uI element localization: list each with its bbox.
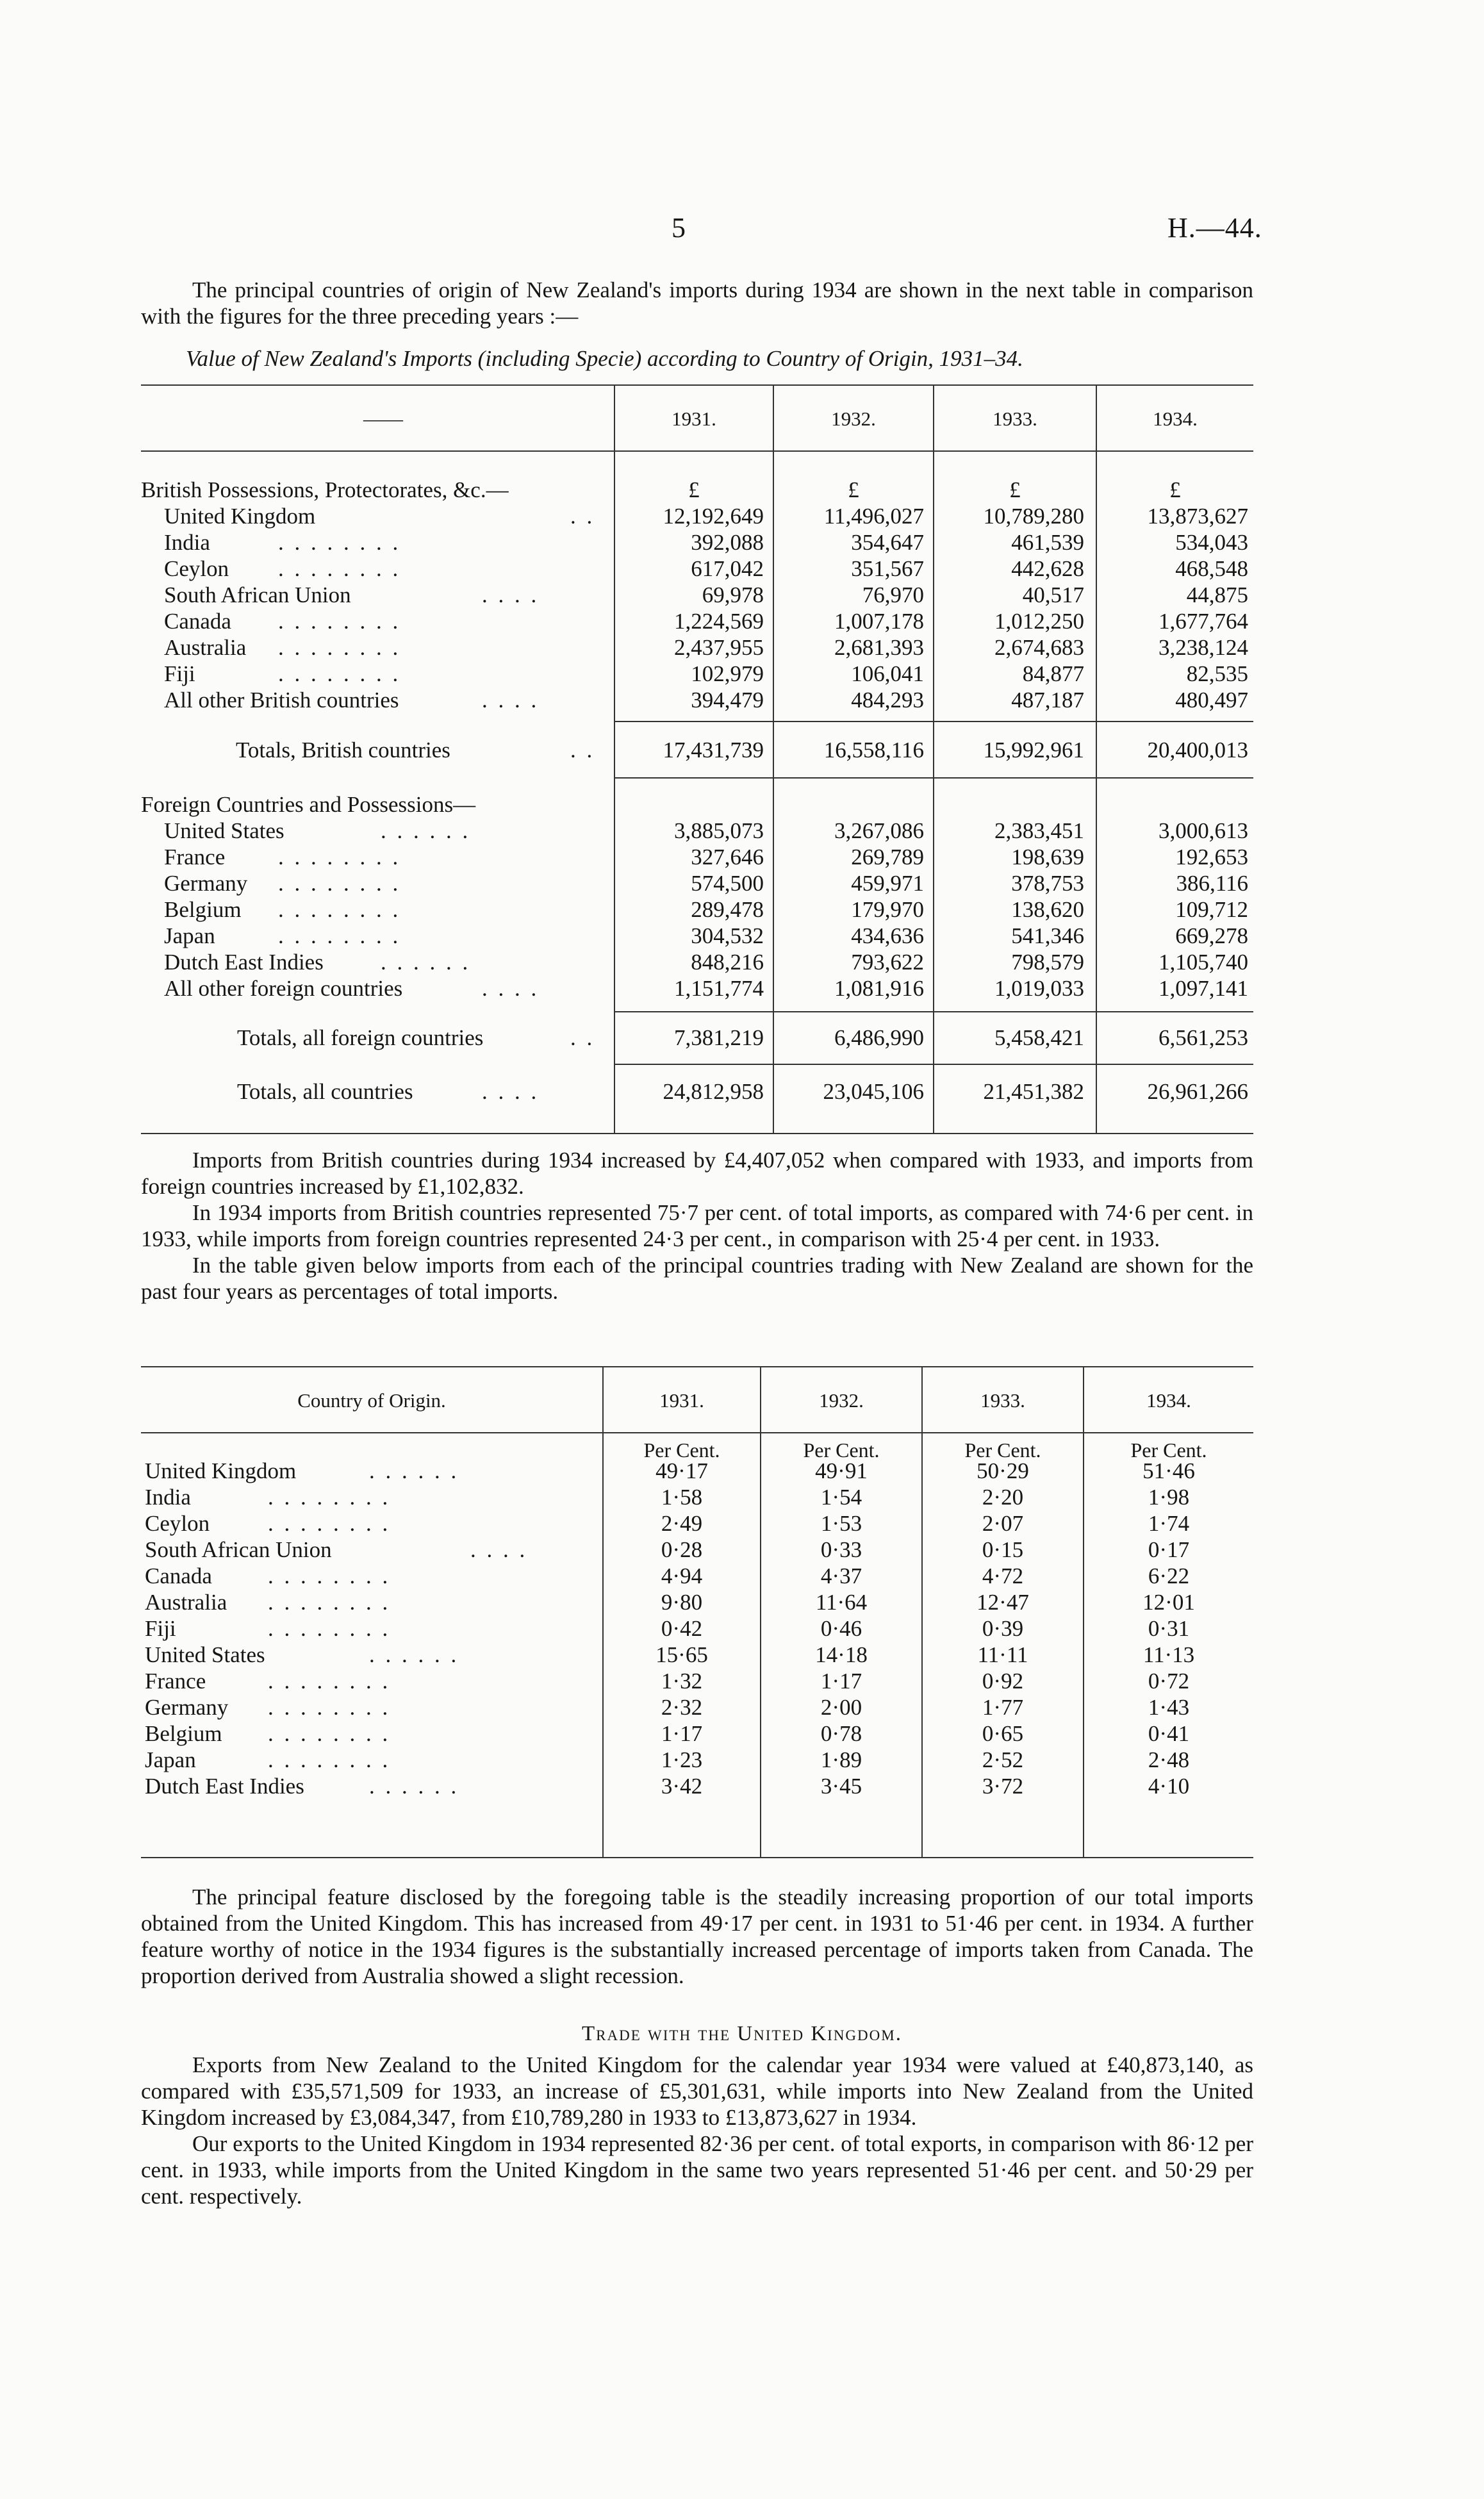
value-cell: 669,278 bbox=[1175, 923, 1248, 948]
row-label: Dutch East Indies bbox=[164, 950, 324, 975]
row-label: Germany bbox=[145, 1695, 229, 1720]
currency-unit: £ bbox=[848, 477, 859, 502]
value-cell: 351,567 bbox=[851, 556, 924, 581]
row-label: Canada bbox=[145, 1563, 212, 1588]
value-cell: 793,622 bbox=[851, 950, 924, 975]
percent-cell: 1·17 bbox=[661, 1721, 703, 1746]
value-cell: 40,517 bbox=[1022, 582, 1084, 607]
leader-dots: . . . . . . . . bbox=[268, 1747, 391, 1772]
value-cell: 354,647 bbox=[851, 530, 924, 555]
percent-cell: 49·17 bbox=[655, 1458, 708, 1483]
totals-rule bbox=[614, 1011, 1253, 1012]
foreign-section-heading: Foreign Countries and Possessions— bbox=[141, 792, 476, 817]
value-cell: 386,116 bbox=[1176, 871, 1248, 896]
table2-top-rule bbox=[141, 1366, 1253, 1367]
row-label: Belgium bbox=[145, 1721, 222, 1746]
totals-label: Totals, British countries bbox=[236, 738, 450, 763]
leader-dots: . . . . . . . . bbox=[278, 923, 401, 948]
leader-dots: . . . . bbox=[470, 1537, 528, 1562]
total-cell: 15,992,961 bbox=[983, 738, 1084, 763]
row-label: Ceylon bbox=[145, 1511, 210, 1536]
percent-cell: 51·46 bbox=[1142, 1458, 1195, 1483]
percent-cell: 0·46 bbox=[820, 1616, 862, 1641]
percent-cell: 1·74 bbox=[1148, 1511, 1190, 1536]
percent-cell: 0·41 bbox=[1148, 1721, 1190, 1746]
table1-year-header: 1932. bbox=[831, 408, 876, 430]
paragraph: In 1934 imports from British countries represented 75·7 per cent. of total imports, as compared with 74·6 per cent. in 1933, while imports from foreign countries represented 24·3 per cent., in comparison with 25·4 per cent. in 1933. bbox=[141, 1200, 1253, 1251]
table2-stub-header: Country of Origin. bbox=[297, 1389, 446, 1412]
percent-cell: 1·53 bbox=[820, 1511, 862, 1536]
percent-cell: 4·10 bbox=[1148, 1774, 1190, 1799]
percent-cell: 2·07 bbox=[982, 1511, 1024, 1536]
value-cell: 1,019,033 bbox=[994, 976, 1084, 1001]
value-cell: 1,097,141 bbox=[1158, 976, 1248, 1001]
leader-dots: . . bbox=[570, 504, 595, 529]
row-label: All other foreign countries bbox=[164, 976, 403, 1001]
percent-cell: 1·54 bbox=[820, 1485, 862, 1510]
value-cell: 461,539 bbox=[1011, 530, 1084, 555]
value-cell: 480,497 bbox=[1175, 688, 1248, 713]
uk-text bbox=[141, 2052, 1253, 2209]
value-cell: 1,224,569 bbox=[674, 609, 764, 634]
total-cell: 7,381,219 bbox=[674, 1025, 764, 1050]
row-label: Australia bbox=[145, 1590, 227, 1615]
value-cell: 198,639 bbox=[1011, 845, 1084, 870]
percent-cell: 0·17 bbox=[1148, 1537, 1190, 1562]
percent-cell: 14·18 bbox=[815, 1642, 868, 1667]
percent-cell: 0·42 bbox=[661, 1616, 703, 1641]
totals-label: Totals, all countries bbox=[237, 1079, 413, 1104]
totals-rule bbox=[614, 1064, 1253, 1065]
leader-dots: . . . . bbox=[482, 582, 540, 607]
value-cell: 1,151,774 bbox=[674, 976, 764, 1001]
value-cell: 44,875 bbox=[1186, 582, 1248, 607]
paragraph: Exports from New Zealand to the United Kingdom for the calendar year 1934 were valued at £40,873,140, as compared with £35,571,509 for 1933, an increase of £5,301,631, while imports into New Zealand from the United Kingdom increased by £3,084,347, from £10,789,280 in 1933 to £13,873,627 in 1934. bbox=[141, 2052, 1253, 2130]
percent-cell: 49·91 bbox=[815, 1458, 868, 1483]
unit-label: Per Cent. bbox=[803, 1439, 880, 1462]
leader-dots: . . . . . . bbox=[381, 950, 471, 975]
value-cell: 468,548 bbox=[1175, 556, 1248, 581]
total-cell: 24,812,958 bbox=[663, 1079, 764, 1104]
leader-dots: . . . . . . . . bbox=[268, 1511, 391, 1536]
row-label: Dutch East Indies bbox=[145, 1774, 304, 1799]
value-cell: 1,012,250 bbox=[994, 609, 1084, 634]
percent-cell: 11·11 bbox=[977, 1642, 1028, 1667]
percent-cell: 1·23 bbox=[661, 1747, 703, 1772]
leader-dots: . . . . . . . . bbox=[278, 897, 401, 922]
leader-dots: . . . . . . . . bbox=[268, 1616, 391, 1641]
row-label: Japan bbox=[145, 1747, 196, 1772]
row-label: Germany bbox=[164, 871, 248, 896]
mid-text bbox=[141, 1147, 1253, 1305]
value-cell: 541,346 bbox=[1011, 923, 1084, 948]
value-cell: 3,238,124 bbox=[1158, 635, 1248, 660]
value-cell: 269,789 bbox=[851, 845, 924, 870]
percent-cell: 11·13 bbox=[1142, 1642, 1195, 1667]
table2-bottom-rule bbox=[141, 1857, 1253, 1858]
percent-cell: 11·64 bbox=[815, 1590, 868, 1615]
value-cell: 76,970 bbox=[862, 582, 924, 607]
leader-dots: . . . . bbox=[482, 1079, 540, 1104]
unit-label: Per Cent. bbox=[1130, 1439, 1207, 1462]
leader-dots: . . . . . . . . bbox=[268, 1485, 391, 1510]
unit-label: Per Cent. bbox=[964, 1439, 1041, 1462]
table1-top-rule bbox=[141, 384, 1253, 386]
percent-cell: 1·43 bbox=[1148, 1695, 1190, 1720]
percent-cell: 0·72 bbox=[1148, 1669, 1190, 1694]
percent-cell: 1·98 bbox=[1148, 1485, 1190, 1510]
percent-cell: 0·92 bbox=[982, 1669, 1024, 1694]
row-label: Fiji bbox=[145, 1616, 176, 1641]
value-cell: 617,042 bbox=[691, 556, 764, 581]
percent-cell: 0·15 bbox=[982, 1537, 1024, 1562]
percent-cell: 2·20 bbox=[982, 1485, 1024, 1510]
row-label: Australia bbox=[164, 635, 247, 660]
row-label: India bbox=[164, 530, 210, 555]
leader-dots: . . . . . . . . bbox=[278, 635, 401, 660]
value-cell: 289,478 bbox=[691, 897, 764, 922]
leader-dots: . . . . . . . . bbox=[278, 609, 401, 634]
leader-dots: . . . . . . . . bbox=[268, 1721, 391, 1746]
value-cell: 12,192,649 bbox=[663, 504, 764, 529]
table2-year-header: 1933. bbox=[980, 1389, 1025, 1412]
row-label: United Kingdom bbox=[164, 504, 316, 529]
percent-cell: 12·47 bbox=[977, 1590, 1029, 1615]
currency-unit: £ bbox=[1009, 477, 1021, 502]
leader-dots: . . . . bbox=[482, 688, 540, 713]
leader-dots: . . . . . . . . bbox=[268, 1695, 391, 1720]
value-cell: 2,674,683 bbox=[994, 635, 1084, 660]
paragraph: Imports from British countries during 1934 increased by £4,407,052 when compared with 1933, and imports from foreign countries increased by £1,102,832. bbox=[141, 1148, 1253, 1199]
value-cell: 434,636 bbox=[851, 923, 924, 948]
row-label: United States bbox=[164, 818, 284, 843]
paragraph: Our exports to the United Kingdom in 1934 represented 82·36 per cent. of total exports, in comparison with 86·12 per cent. in 1933, while imports from the United Kingdom in the same two years represented 51·46 per cent. and 50·29 per cent. respectively. bbox=[141, 2131, 1253, 2209]
percent-cell: 1·89 bbox=[820, 1747, 862, 1772]
percent-cell: 15·65 bbox=[655, 1642, 708, 1667]
table2-header-rule bbox=[141, 1432, 1253, 1433]
total-cell: 6,561,253 bbox=[1158, 1025, 1248, 1050]
percent-cell: 0·33 bbox=[820, 1537, 862, 1562]
leader-dots: . . . . . . . . bbox=[278, 556, 401, 581]
table1-stub-header: —— bbox=[363, 408, 403, 430]
percent-cell: 6·22 bbox=[1148, 1563, 1190, 1588]
table1-year-header: 1931. bbox=[672, 408, 716, 430]
value-cell: 798,579 bbox=[1011, 950, 1084, 975]
percent-cell: 2·52 bbox=[982, 1747, 1024, 1772]
value-cell: 11,496,027 bbox=[823, 504, 924, 529]
value-cell: 69,978 bbox=[702, 582, 764, 607]
document-code: H.—44. bbox=[1167, 212, 1262, 243]
value-cell: 574,500 bbox=[691, 871, 764, 896]
percent-cell: 4·94 bbox=[661, 1563, 703, 1588]
row-label: Fiji bbox=[164, 661, 195, 686]
value-cell: 84,877 bbox=[1022, 661, 1084, 686]
paragraph: In the table given below imports from each of the principal countries trading with New Zealand are shown for the past four years as percentages of total imports. bbox=[141, 1253, 1253, 1304]
intro-paragraph: The principal countries of origin of New Zealand's imports during 1934 are shown in the next table in comparison with the figures for the three preceding years :— bbox=[141, 277, 1253, 329]
row-label: All other British countries bbox=[164, 688, 399, 713]
percent-cell: 0·39 bbox=[982, 1616, 1024, 1641]
total-cell: 21,451,382 bbox=[983, 1079, 1084, 1104]
row-label: Japan bbox=[164, 923, 215, 948]
table2-year-header: 1934. bbox=[1146, 1389, 1191, 1412]
row-label: South African Union bbox=[145, 1537, 332, 1562]
value-cell: 1,677,764 bbox=[1158, 609, 1248, 634]
value-cell: 442,628 bbox=[1011, 556, 1084, 581]
value-cell: 392,088 bbox=[691, 530, 764, 555]
value-cell: 138,620 bbox=[1011, 897, 1084, 922]
value-cell: 2,681,393 bbox=[834, 635, 924, 660]
currency-unit: £ bbox=[688, 477, 700, 502]
total-cell: 16,558,116 bbox=[823, 738, 924, 763]
leader-dots: . . . . . . . . bbox=[268, 1669, 391, 1694]
leader-dots: . . bbox=[570, 1025, 595, 1050]
value-cell: 10,789,280 bbox=[983, 504, 1084, 529]
total-cell: 6,486,990 bbox=[834, 1025, 924, 1050]
value-cell: 304,532 bbox=[691, 923, 764, 948]
percent-cell: 0·28 bbox=[661, 1537, 703, 1562]
british-section-heading: British Possessions, Protectorates, &c.— bbox=[141, 477, 509, 502]
section-heading: Trade with the United Kingdom. bbox=[582, 2022, 902, 2045]
value-cell: 82,535 bbox=[1186, 661, 1248, 686]
totals-label: Totals, all foreign countries bbox=[237, 1025, 484, 1050]
percent-cell: 4·37 bbox=[820, 1563, 862, 1588]
percent-cell: 3·42 bbox=[661, 1774, 703, 1799]
percent-cell: 0·31 bbox=[1148, 1616, 1190, 1641]
value-cell: 378,753 bbox=[1011, 871, 1084, 896]
value-cell: 394,479 bbox=[691, 688, 764, 713]
percent-cell: 2·49 bbox=[661, 1511, 703, 1536]
leader-dots: . . bbox=[570, 738, 595, 763]
currency-unit: £ bbox=[1169, 477, 1181, 502]
percent-cell: 2·48 bbox=[1148, 1747, 1190, 1772]
row-label: India bbox=[145, 1485, 191, 1510]
percent-cell: 4·72 bbox=[982, 1563, 1024, 1588]
value-cell: 109,712 bbox=[1175, 897, 1248, 922]
value-cell: 459,971 bbox=[851, 871, 924, 896]
unit-label: Per Cent. bbox=[643, 1439, 720, 1462]
percent-cell: 1·32 bbox=[661, 1669, 703, 1694]
leader-dots: . . . . . . . . bbox=[278, 530, 401, 555]
totals-rule bbox=[614, 777, 1253, 779]
value-cell: 1,081,916 bbox=[834, 976, 924, 1001]
value-cell: 1,105,740 bbox=[1158, 950, 1248, 975]
leader-dots: . . . . bbox=[482, 976, 540, 1001]
leader-dots: . . . . . . . . bbox=[278, 845, 401, 870]
leader-dots: . . . . . . bbox=[369, 1642, 459, 1667]
row-label: South African Union bbox=[164, 582, 351, 607]
table1-header-rule bbox=[141, 450, 1253, 452]
total-cell: 5,458,421 bbox=[994, 1025, 1084, 1050]
value-cell: 192,653 bbox=[1175, 845, 1248, 870]
leader-dots: . . . . . . . . bbox=[268, 1590, 391, 1615]
value-cell: 3,000,613 bbox=[1158, 818, 1248, 843]
value-cell: 327,646 bbox=[691, 845, 764, 870]
row-label: United Kingdom bbox=[145, 1458, 297, 1483]
row-label: Ceylon bbox=[164, 556, 229, 581]
total-cell: 23,045,106 bbox=[823, 1079, 924, 1104]
value-cell: 1,007,178 bbox=[834, 609, 924, 634]
feature-paragraph: The principal feature disclosed by the foregoing table is the steadily increasing proportion of our total imports obtained from the United Kingdom. This has increased from 49·17 per cent. in 1931 to 51·46 per cent. in 1934. A further feature worthy of notice in the 1934 figures is the substantially increased percentage of imports taken from Canada. The proportion derived from Australia showed a slight recession. bbox=[141, 1885, 1253, 1988]
table1-caption: Value of New Zealand's Imports (including Specie) according to Country of Origin, 1931–34. bbox=[186, 346, 1023, 371]
leader-dots: . . . . . . bbox=[369, 1458, 459, 1483]
percent-cell: 1·58 bbox=[661, 1485, 703, 1510]
total-cell: 26,961,266 bbox=[1147, 1079, 1248, 1104]
percent-cell: 50·29 bbox=[977, 1458, 1029, 1483]
percent-cell: 3·72 bbox=[982, 1774, 1024, 1799]
value-cell: 3,885,073 bbox=[674, 818, 764, 843]
row-label: United States bbox=[145, 1642, 265, 1667]
leader-dots: . . . . . . . . bbox=[278, 661, 401, 686]
value-cell: 106,041 bbox=[851, 661, 924, 686]
totals-rule bbox=[614, 721, 1253, 722]
value-cell: 179,970 bbox=[851, 897, 924, 922]
leader-dots: . . . . . . bbox=[381, 818, 471, 843]
leader-dots: . . . . . . . . bbox=[278, 871, 401, 896]
value-cell: 848,216 bbox=[691, 950, 764, 975]
leader-dots: . . . . . . bbox=[369, 1774, 459, 1799]
leader-dots: . . . . . . . . bbox=[268, 1563, 391, 1588]
row-label: France bbox=[164, 845, 226, 870]
value-cell: 484,293 bbox=[851, 688, 924, 713]
percent-cell: 9·80 bbox=[661, 1590, 703, 1615]
total-cell: 17,431,739 bbox=[663, 738, 764, 763]
value-cell: 13,873,627 bbox=[1147, 504, 1248, 529]
row-label: Canada bbox=[164, 609, 231, 634]
percent-cell: 1·17 bbox=[820, 1669, 862, 1694]
value-cell: 2,383,451 bbox=[994, 818, 1084, 843]
value-cell: 102,979 bbox=[691, 661, 764, 686]
table2-year-header: 1931. bbox=[659, 1389, 704, 1412]
table2-year-header: 1932. bbox=[819, 1389, 864, 1412]
percent-cell: 3·45 bbox=[820, 1774, 862, 1799]
percent-cell: 0·65 bbox=[982, 1721, 1024, 1746]
percent-cell: 2·00 bbox=[820, 1695, 862, 1720]
percent-cell: 12·01 bbox=[1142, 1590, 1195, 1615]
table1-year-header: 1934. bbox=[1153, 408, 1198, 430]
value-cell: 487,187 bbox=[1011, 688, 1084, 713]
value-cell: 2,437,955 bbox=[674, 635, 764, 660]
table1-bottom-rule bbox=[141, 1133, 1253, 1134]
value-cell: 534,043 bbox=[1175, 530, 1248, 555]
table1-year-header: 1933. bbox=[993, 408, 1037, 430]
percent-cell: 1·77 bbox=[982, 1695, 1024, 1720]
percent-cell: 2·32 bbox=[661, 1695, 703, 1720]
row-label: Belgium bbox=[164, 897, 242, 922]
percent-cell: 0·78 bbox=[820, 1721, 862, 1746]
value-cell: 3,267,086 bbox=[834, 818, 924, 843]
row-label: France bbox=[145, 1669, 206, 1694]
total-cell: 20,400,013 bbox=[1147, 738, 1248, 763]
page-number: 5 bbox=[672, 212, 686, 243]
